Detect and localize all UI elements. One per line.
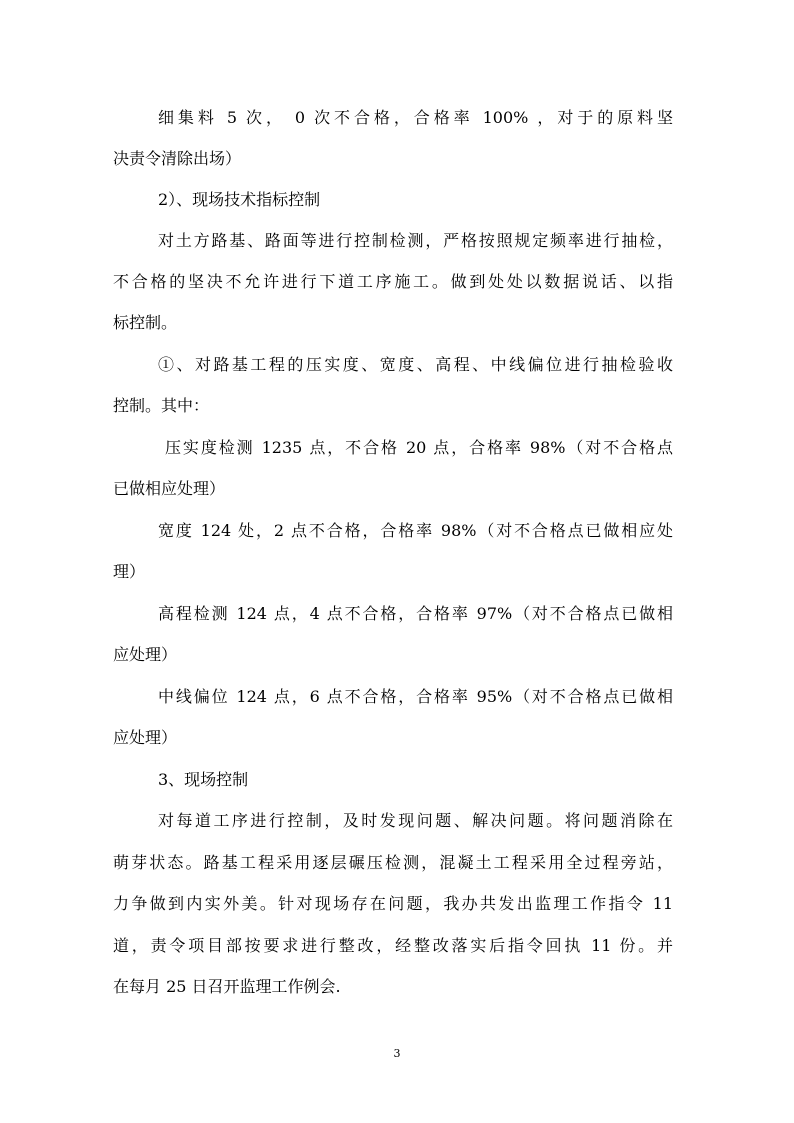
section-heading: 3、现场控制 [158,770,249,789]
section-heading: 2）、现场技术指标控制 [158,190,321,209]
text-line: 理） [113,562,146,581]
text-line: 不合格的坚决不允许进行下道工序施工。做到处处以数据说话、以指 [113,272,673,291]
text-line: 压实度检测 1235 点，不合格 20 点，合格率 98%（对不合格点 [165,438,673,457]
text-line: 道，责令项目部按要求进行整改，经整改落实后指令回执 11 份。并 [113,936,673,955]
text-line: 宽度 124 处，2 点不合格，合格率 98%（对不合格点已做相应处 [158,521,673,540]
text-line: 对每道工序进行控制，及时发现问题、解决问题。将问题消除在 [158,811,673,830]
text-line: 力争做到内实外美。针对现场存在问题，我办共发出监理工作指令 11 [113,894,673,913]
text-line: 已做相应处理） [113,479,226,498]
text-line: 中线偏位 124 点，6 点不合格，合格率 95%（对不合格点已做相 [158,687,673,706]
text-line: 标控制。 [113,313,178,332]
text-line: 在每月 25 日召开监理工作例会. [113,977,341,996]
text-line: 决责令清除出场） [113,149,242,168]
text-line: 控制。其中： [113,396,210,415]
text-line: 高程检测 124 点，4 点不合格，合格率 97%（对不合格点已做相 [158,604,673,623]
text-line: 应处理） [113,728,178,747]
page-number: 3 [393,1047,401,1060]
text-line: 应处理） [113,645,178,664]
text-line: 萌芽状态。路基工程采用逐层碾压检测，混凝土工程采用全过程旁站， [113,853,673,872]
text-line: ①、对路基工程的压实度、宽度、高程、中线偏位进行抽检验收 [158,355,673,374]
text-line: 对土方路基、路面等进行控制检测，严格按照规定频率进行抽检， [158,231,673,250]
text-line: 细集料 5 次， 0 次不合格，合格率 100% ，对于的原料坚 [158,108,673,127]
